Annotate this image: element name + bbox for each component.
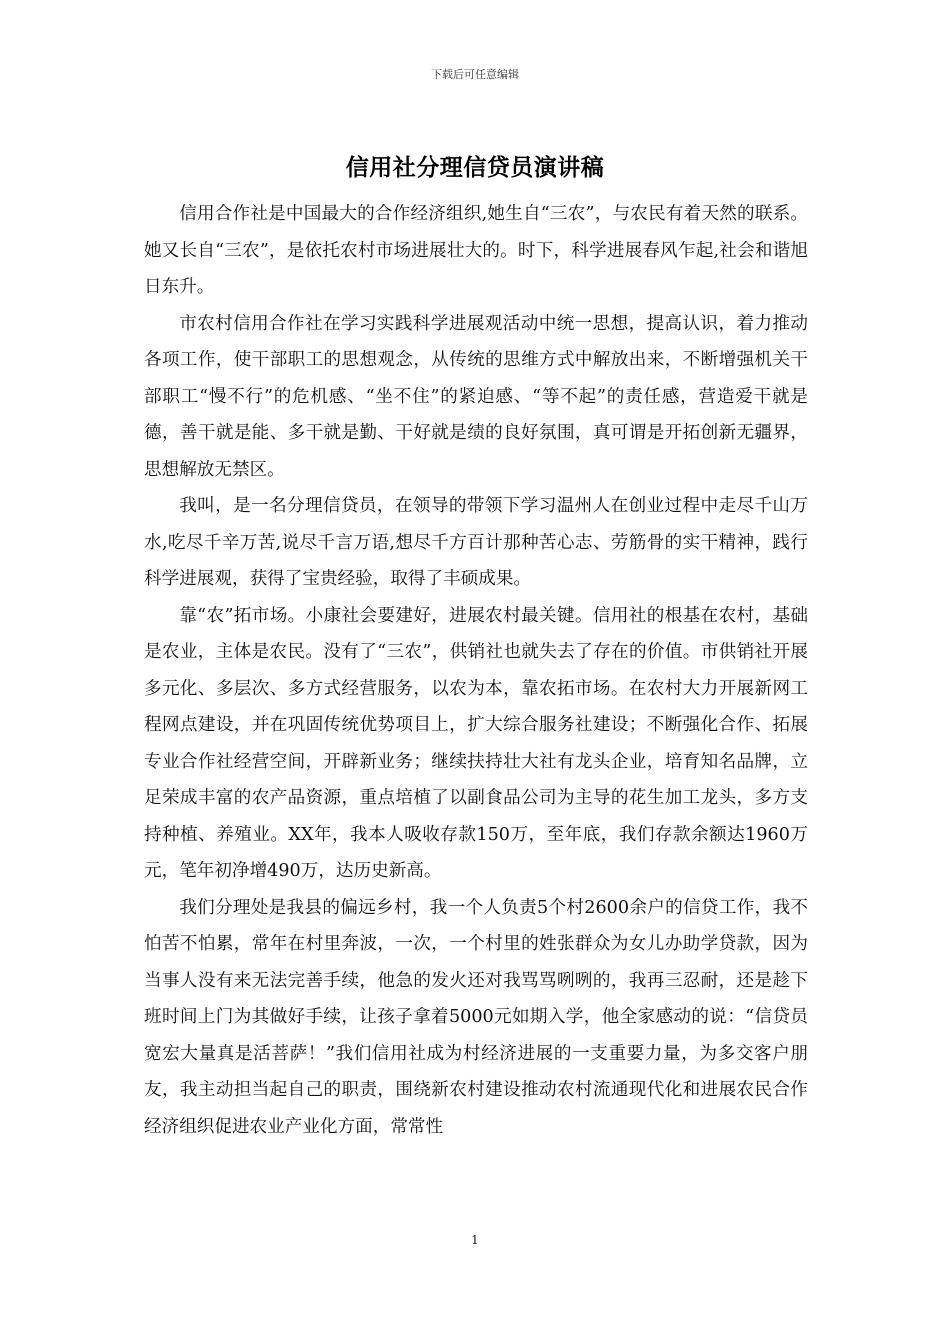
- paragraph-4: 靠“农”拓市场。小康社会要建好，进展农村最关键。信用社的根基在农村，基础是农业，主体是农民。没有了“三农”，供销社也就失去了存在的价值。市供销社开展多元化、多层次、多方式经营服务，以农为本，靠农拓市场。在农村大力开展新网工程网点建设，并在巩固传统优势项目上，扩大综合服务社建设；不断强化合作、拓展专业合作社经营空间，开辟新业务；继续扶持壮大社有龙头企业，培育知名品牌，立足荣成丰富的农产品资源，重点培植了以副食品公司为主导的花生加工龙头，多方支持种植、养殖业。XX年，我本人吸收存款150万，至年底，我们存款余额达1960万元，笔年初净增490万，达历史新高。: [144, 605, 808, 881]
- paragraph-3: 我叫，是一名分理信贷员，在领导的带领下学习温州人在创业过程中走尽千山万水,吃尽千辛万苦,说尽千言万语,想尽千方百计那种苦心志、劳筋骨的实干精神，践行科学进展观，获得了宝贵经验，取得了丰硕成果。: [144, 496, 808, 589]
- page-number: 1: [471, 1233, 479, 1247]
- header-note: 下载后可任意编辑: [431, 68, 519, 81]
- document-title: 信用社分理信贷员演讲稿: [345, 154, 605, 181]
- paragraph-2: 市农村信用合作社在学习实践科学进展观活动中统一思想，提高认识，着力推动各项工作，使干部职工的思想观念，从传统的思维方式中解放出来，不断增强机关干部职工“慢不行”的危机感、“坐不住”的紧迫感、“等不起”的责任感，营造爱干就是德，善干就是能、多干就是勤、干好就是绩的良好氛围，真可谓是开拓创新无疆界，思想解放无禁区。: [144, 313, 808, 480]
- document-body: [144, 196, 808, 1145]
- paragraph-1: 信用合作社是中国最大的合作经济组织,她生自“三农”，与农民有着天然的联系。她又长自“三农”，是依托农村市场进展壮大的。时下，科学进展春风乍起,社会和谐旭日东升。: [144, 204, 808, 297]
- paragraph-5: 我们分理处是我县的偏远乡村，我一个人负责5个村2600余户的信贷工作，我不怕苦不怕累，常年在村里奔波，一次，一个村里的姓张群众为女儿办助学贷款，因为当事人没有来无法完善手续，他急的发火还对我骂骂咧咧的，我再三忍耐，还是趁下班时间上门为其做好手续，让孩子拿着5000元如期入学，他全家感动的说：“信贷员宽宏大量真是活菩萨！”我们信用社成为村经济进展的一支重要力量，为多交客户朋友，我主动担当起自己的职责，围绕新农村建设推动农村流通现代化和进展农民合作经济组织促进农业产业化方面，常常性: [144, 897, 808, 1137]
